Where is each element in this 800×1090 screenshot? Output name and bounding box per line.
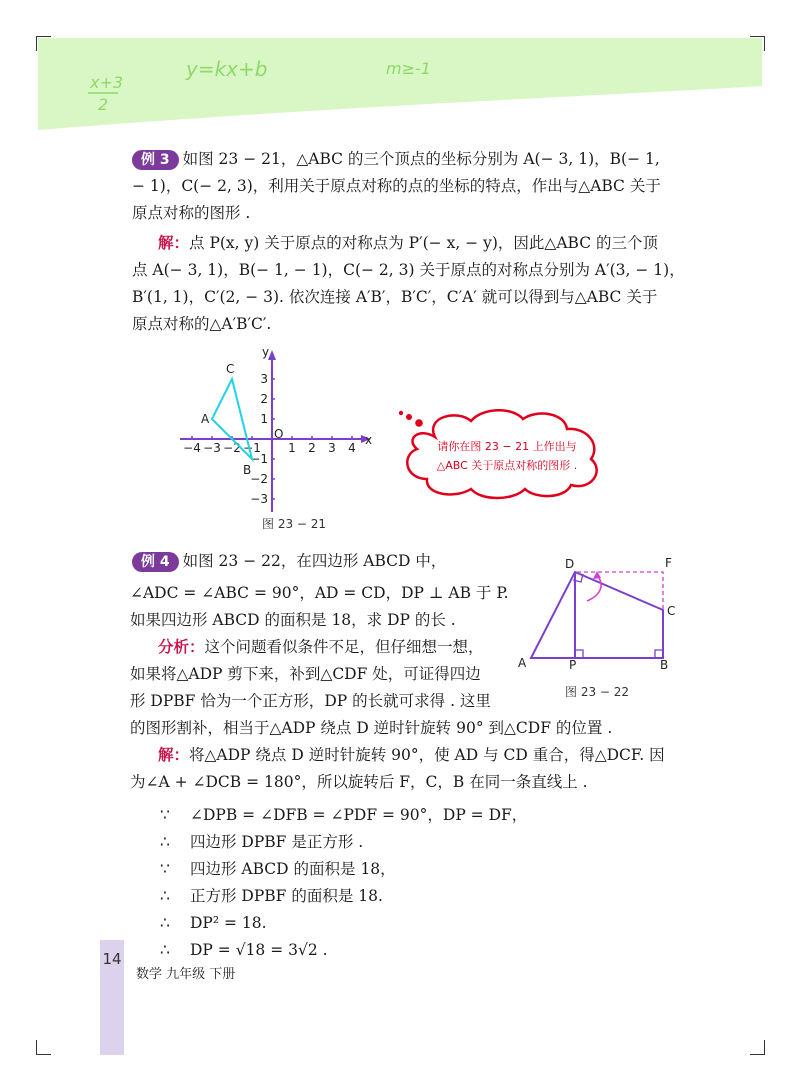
book-title: 数学 九年级 下册 [136,967,236,982]
step-3-text: 四边形 ABCD 的面积是 18， [190,860,396,878]
label-a: A [518,656,527,670]
y-tick-label: −1 [250,452,268,466]
origin-label: O [274,427,284,441]
figure-23-21-caption: 图 23 − 21 [262,517,327,531]
crop-mark-bottom-right [750,1040,765,1055]
x-tick-label: 3 [328,441,336,455]
x-tick-label: −1 [243,441,261,455]
solution-4-line-2: 为∠A + ∠DCB = 180°，所以旋转后 F，C，B 在同一条直线上 . [130,773,588,791]
x-tick-label: 2 [308,441,316,455]
solution-4-line-1-row [130,742,665,769]
quadrilateral-abcd [531,572,663,658]
y-tick-label: −2 [250,472,268,486]
x-tick-label: −3 [203,441,221,455]
example-4-tag: 例 4 [132,552,179,572]
banner-formula-denominator: 2 [98,95,109,114]
thought-cloud [395,405,610,500]
step-1-symbol: ∵ [160,806,170,824]
analysis-line-4: 的图形割补，相当于△ADP 绕点 D 逆时针旋转 90° 到△CDF 的位置 . [130,719,613,737]
right-angle-p [575,650,583,658]
example-4-line-3: 如果四边形 ABCD 的面积是 18，求 DP 的长 . [130,611,456,629]
figure-23-21 [175,340,385,515]
step-4 [160,883,383,910]
example-4-line-1-row [132,548,446,575]
solution-3-line-3: B′(1, 1)，C′(2, − 3). 依次连接 A′B′，B′C′，C′A′ 就可以得到与△ABC 关于 [132,288,658,306]
label-f: F [665,556,672,570]
step-5 [160,910,267,937]
solution-4-line-1: 将△ADP 绕点 D 逆时针旋转 90°，使 AD 与 CD 重合，得△DCF. 因 [189,746,665,764]
banner-formula-inequality: m≥-1 [386,59,431,78]
page-number: 14 [102,950,122,968]
crop-mark-bottom-left [36,1040,51,1055]
vertex-label-c: C [226,362,235,376]
label-p: P [569,658,577,672]
x-tick-label: −4 [183,441,201,455]
y-tick-label: 3 [260,372,268,386]
analysis-line-1-row [130,634,484,661]
step-5-symbol: ∴ [160,914,170,932]
step-1-text: ∠DPB = ∠DFB = ∠PDF = 90°，DP = DF， [190,806,528,824]
step-3 [160,856,396,883]
header-banner [38,38,762,138]
example-4-line-2: ∠ADC = ∠ABC = 90°，AD = CD，DP ⊥ AB 于 P. [130,584,509,602]
step-6-text: DP = √18 = 3√2 . [190,941,328,959]
solution-4-label: 解： [158,746,190,764]
x-tick-label: 4 [348,441,356,455]
example-3-line-3: 原点对称的图形 . [132,204,251,222]
label-d: D [565,557,575,571]
example-3-line-1: 如图 23 − 21，△ABC 的三个顶点的坐标分别为 A(− 3, 1)，B(− 1, [182,150,660,168]
step-2 [160,829,363,856]
vertex-label-b: B [243,463,252,477]
analysis-line-3: 形 DPBF 恰为一个正方形，DP 的长就可求得 . 这里 [130,692,491,710]
figure-23-22 [515,555,700,680]
analysis-label: 分析： [158,638,205,656]
y-tick-label: −3 [250,492,268,506]
step-2-symbol: ∴ [160,833,170,851]
solution-3-line-4: 原点对称的△A′B′C′. [132,315,272,333]
step-4-symbol: ∴ [160,887,170,905]
x-axis-label: x [365,433,373,447]
x-tick-label: −2 [223,441,241,455]
example-3 [132,146,687,227]
example-3-tag: 例 3 [132,150,179,170]
solution-3-line-1: 点 P(x, y) 关于原点的对称点为 P′(− x, − y)，因此△ABC 的三个顶 [189,234,658,252]
step-6-symbol: ∴ [160,941,170,959]
x-tick-label: 1 [288,441,296,455]
solution-3-line-2: 点 A(− 3, 1)，B(− 1, − 1)，C(− 2, 3) 关于原点的对称点分别为 A′(3, − 1)， [132,261,685,279]
label-c: C [667,604,676,618]
label-b: B [660,658,669,672]
vertex-label-a: A [201,412,210,426]
step-6 [160,937,328,964]
y-axis-arrow [268,350,276,360]
cloud-text-line-1: 请你在图 23 − 21 上作出与 [437,440,577,453]
step-5-text: DP² = 18. [190,914,267,932]
solution-3 [132,230,687,338]
step-2-text: 四边形 DPBF 是正方形 . [190,833,364,851]
analysis-line-2: 如果将△ADP 剪下来，补到△CDF 处，可证得四边 [130,665,481,683]
solution-3-label: 解： [158,234,190,252]
step-3-symbol: ∵ [160,860,170,878]
step-1 [160,802,527,829]
cloud-shape [407,410,596,498]
y-axis-label: y [262,345,270,359]
banner-formula-numerator: x+3 [90,73,124,92]
step-4-text: 正方形 DPBF 的面积是 18. [190,887,383,905]
banner-formula-linear: y=kx+b [186,57,268,81]
right-angle-b [655,650,663,658]
analysis-line-1: 这个问题看似条件不足，但仔细想一想， [204,638,484,656]
example-4-line-1: 如图 23 − 22，在四边形 ABCD 中， [182,552,447,570]
cloud-text-line-2: △ABC 关于原点对称的图形 . [436,459,578,472]
y-tick-label: 1 [260,412,268,426]
y-tick-label: 2 [260,392,268,406]
figure-23-22-caption: 图 23 − 22 [565,685,630,699]
example-3-line-2: − 1)，C(− 2, 3)，利用关于原点对称的点的坐标的特点，作出与△ABC 关于 [132,177,661,195]
